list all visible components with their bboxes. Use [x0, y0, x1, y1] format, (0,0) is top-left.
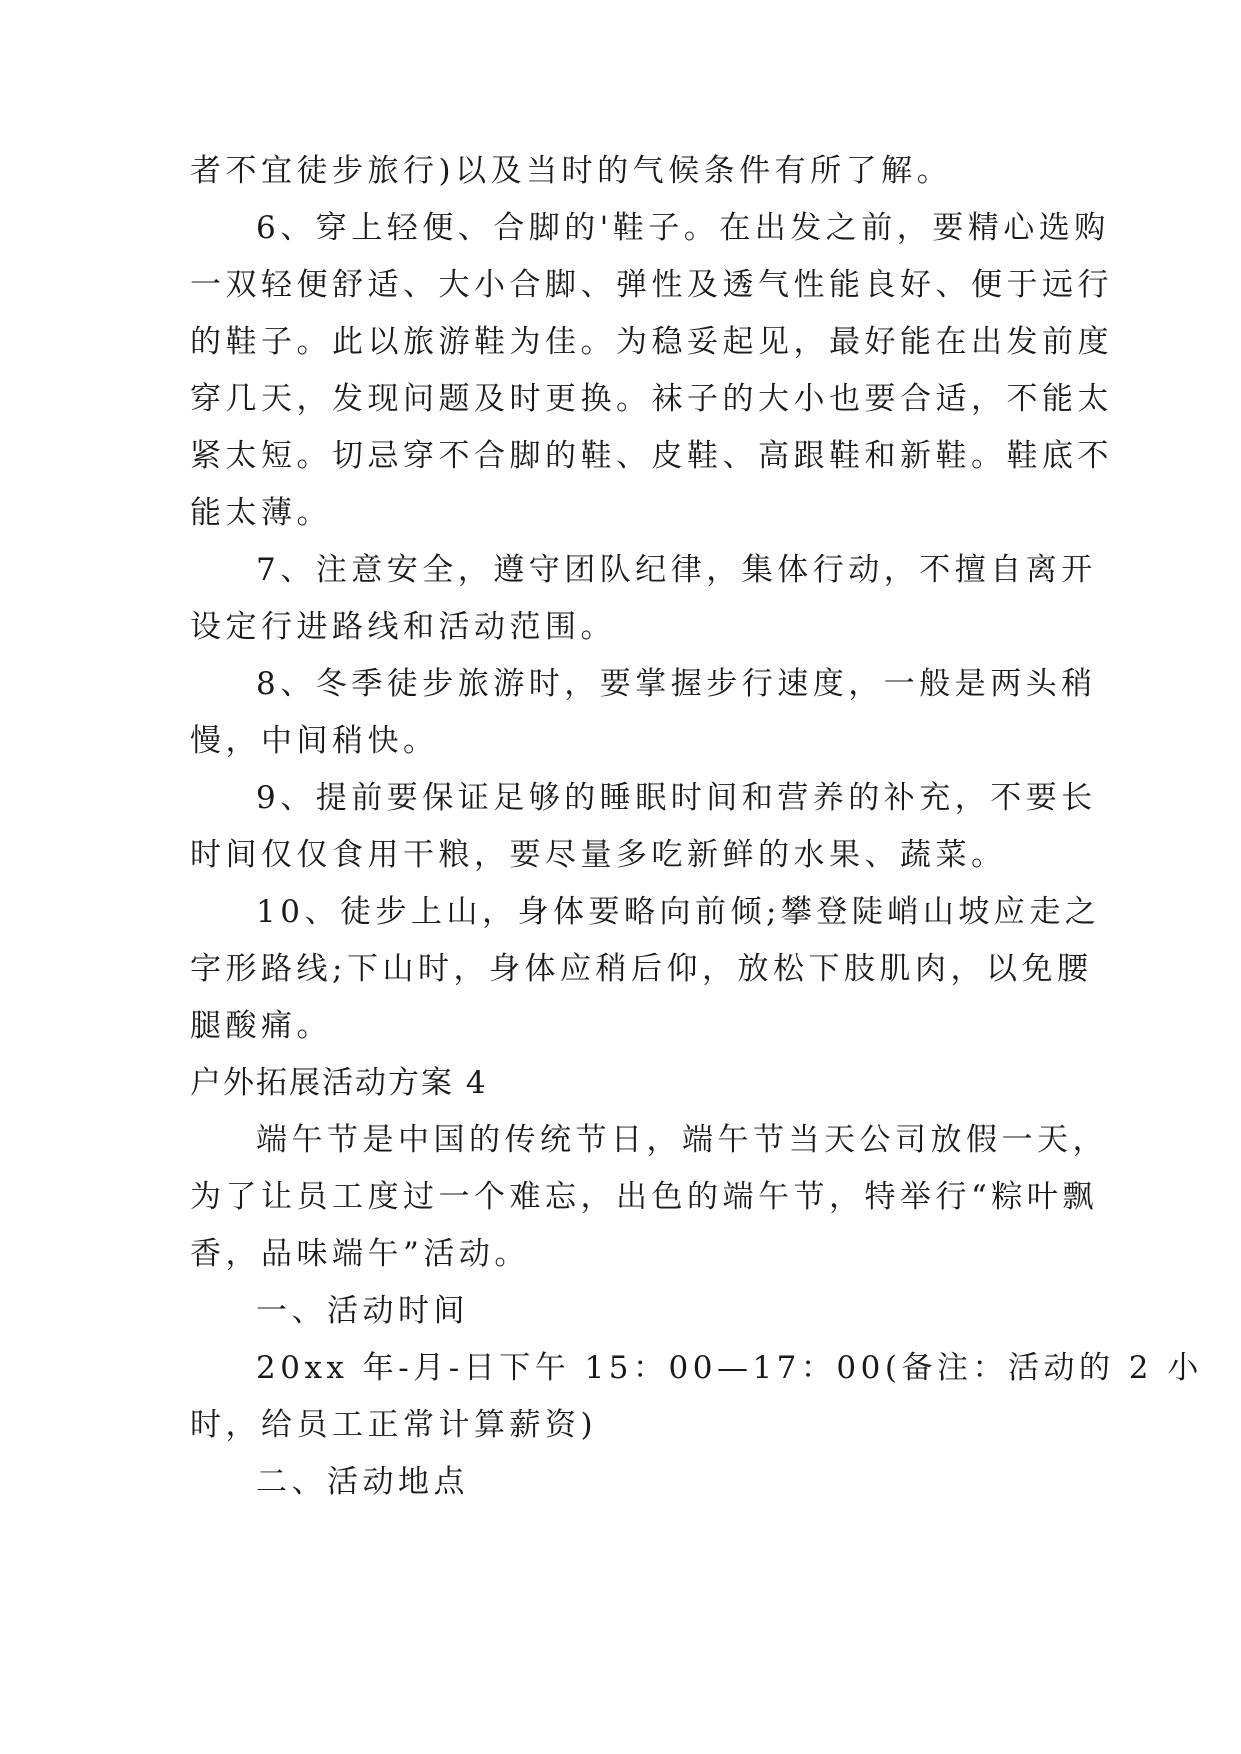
subheading-line: 一、活动时间	[256, 1293, 469, 1329]
paragraph-line: 慢，中间稍快。	[190, 723, 439, 759]
paragraph-line: 字形路线;下山时，身体应稍后仰，放松下肢肌肉，以免腰	[190, 951, 1093, 987]
paragraph-line: 10、徒步上山，身体要略向前倾;攀登陡峭山坡应走之	[256, 894, 1101, 930]
paragraph-line: 9、提前要保证足够的睡眠时间和营养的补充，不要长	[256, 780, 1097, 816]
paragraph-line: 能太薄。	[190, 495, 332, 531]
paragraph-line: 为了让员工度过一个难忘，出色的端午节，特举行“粽叶飘	[190, 1179, 1098, 1215]
paragraph-line: 端午节是中国的传统节日，端午节当天公司放假一天，	[256, 1122, 1108, 1158]
paragraph-line: 8、冬季徒步旅游时，要掌握步行速度，一般是两头稍	[256, 666, 1097, 702]
paragraph-line: 7、注意安全，遵守团队纪律，集体行动，不擅自离开	[256, 552, 1097, 588]
paragraph-line: 20xx 年-月-日下午 15：00—17：00(备注：活动的 2 小	[256, 1350, 1203, 1386]
paragraph-line: 一双轻便舒适、大小合脚、弹性及透气性能良好、便于远行	[190, 267, 1113, 303]
paragraph-line: 时间仅仅食用干粮，要尽量多吃新鲜的水果、蔬菜。	[190, 837, 1007, 873]
subheading-line: 二、活动地点	[256, 1464, 469, 1500]
section-heading: 户外拓展活动方案 4	[190, 1065, 488, 1101]
paragraph-line: 6、穿上轻便、合脚的'鞋子。在出发之前，要精心选购	[256, 210, 1110, 246]
paragraph-line: 的鞋子。此以旅游鞋为佳。为稳妥起见，最好能在出发前度	[190, 324, 1113, 360]
paragraph-line: 香，品味端午”活动。	[190, 1236, 530, 1272]
paragraph-line: 时，给员工正常计算薪资)	[190, 1407, 598, 1443]
paragraph-line: 设定行进路线和活动范围。	[190, 609, 616, 645]
paragraph-line: 穿几天，发现问题及时更换。袜子的大小也要合适，不能太	[190, 381, 1113, 417]
paragraph-line: 紧太短。切忌穿不合脚的鞋、皮鞋、高跟鞋和新鞋。鞋底不	[190, 438, 1113, 474]
paragraph-line: 腿酸痛。	[190, 1008, 332, 1044]
paragraph-line: 者不宜徒步旅行)以及当时的气候条件有所了解。	[190, 153, 953, 189]
